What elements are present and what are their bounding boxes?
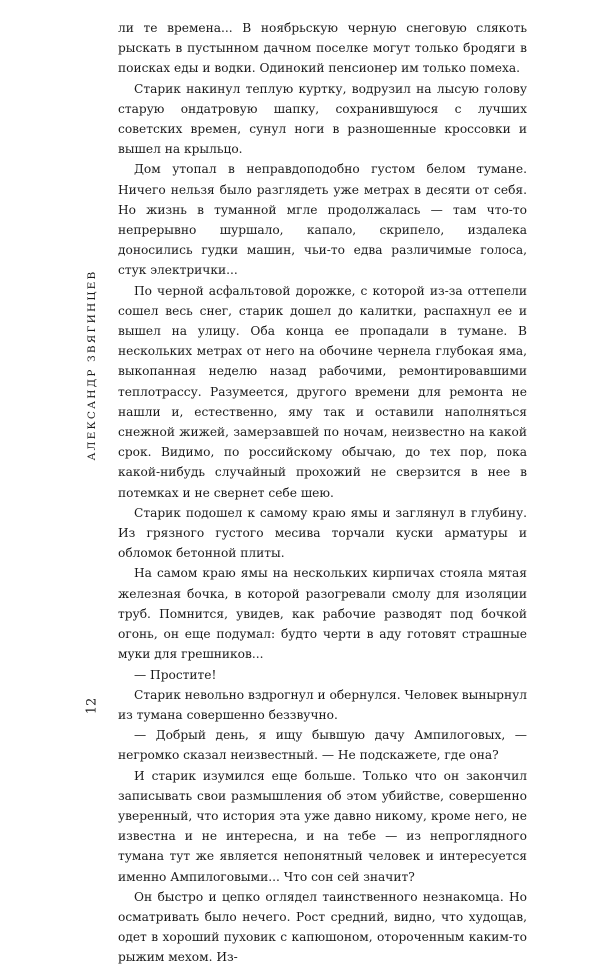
paragraph: И старик изумился еще больше. Только что он закончил записывать свои размышления об этом убийстве, совершенно уверенный, что история эта уже давно никому, кроме него, не известна и не интересна, и на тебе — из непроглядного тумана тут же является непонятный человек и интересуется именно Ампилоговыми... Что сон сей значит? <box>118 768 527 884</box>
page-number: 12 <box>84 697 100 715</box>
dialogue-line: — Добрый день, я ищу бывшую дачу Ампилоговых, — негромко сказал неизвестный. — Не подскажете, где она? <box>118 728 527 763</box>
paragraph: ли те времена... В ноябрьскую черную снеговую слякоть рыскать в пустынном дачном поселке могут только бродяги в поисках еды и водки. Одинокий пенсионер им только помеха. <box>118 21 527 76</box>
paragraph: Старик невольно вздрогнул и обернулся. Человек вынырнул из тумана совершенно беззвучно. <box>118 687 527 722</box>
dialogue-line: — Простите! <box>134 667 217 682</box>
author-name: АЛЕКСАНДР ЗВЯГИНЦЕВ <box>86 269 98 461</box>
running-head <box>80 95 104 635</box>
paragraph: На самом краю ямы на нескольких кирпичах стояла мятая железная бочка, в которой разогревали смолу для изоляции труб. Помнится, увидев, как рабочие разводят под бочкой огонь, он еще подумал: будто черти в аду готовят страшные муки для грешников... <box>118 566 527 662</box>
paragraph: По черной асфальтовой дорожке, с которой из-за оттепели сошел весь снег, старик дошел до калитки, распахнул ее и вышел на улицу. Оба конца ее пропадали в тумане. В нескольких метрах от него на обочине чернела глубокая яма, выкопанная неделю назад рабочими, ремонтировавшими теплотрассу. Разумеется, другого времени для ремонта не нашли и, естественно, яму так и оставили наполняться снежной жижей, замерзавшей по ночам, неизвестно на какой срок. Видимо, по российскому обычаю, до тех пор, пока какой-нибудь случайный прохожий не сверзится в нее в потемках и не свернет себе шею. <box>118 283 527 500</box>
paragraph: Старик накинул теплую куртку, водрузил на лысую голову старую ондатровую шапку, сохранившуюся с лучших советских времен, сунул ноги в разношенные кроссовки и вышел на крыльцо. <box>118 81 527 157</box>
body-text <box>118 18 527 968</box>
paragraph: Старик подошел к самому краю ямы и заглянул в глубину. Из грязного густого месива торчали куски арматуры и обломок бетонной плиты. <box>118 505 527 561</box>
page-number-box <box>82 694 102 718</box>
paragraph: Дом утопал в неправдоподобно густом белом тумане. Ничего нельзя было разглядеть уже метрах в десяти от себя. Но жизнь в туманной мгле продолжалась — там что-то непрерывно шуршало, капало, скрипело, издалека доносились гудки машин, чьи-то едва различимые голоса, стук электрички... <box>118 162 527 278</box>
paragraph: Он быстро и цепко оглядел таинственного незнакомца. Но осматривать было нечего. Рост средний, видно, что худощав, одет в хороший пуховик с капюшоном, отороченным каким-то рыжим мехом. Из- <box>118 889 527 965</box>
